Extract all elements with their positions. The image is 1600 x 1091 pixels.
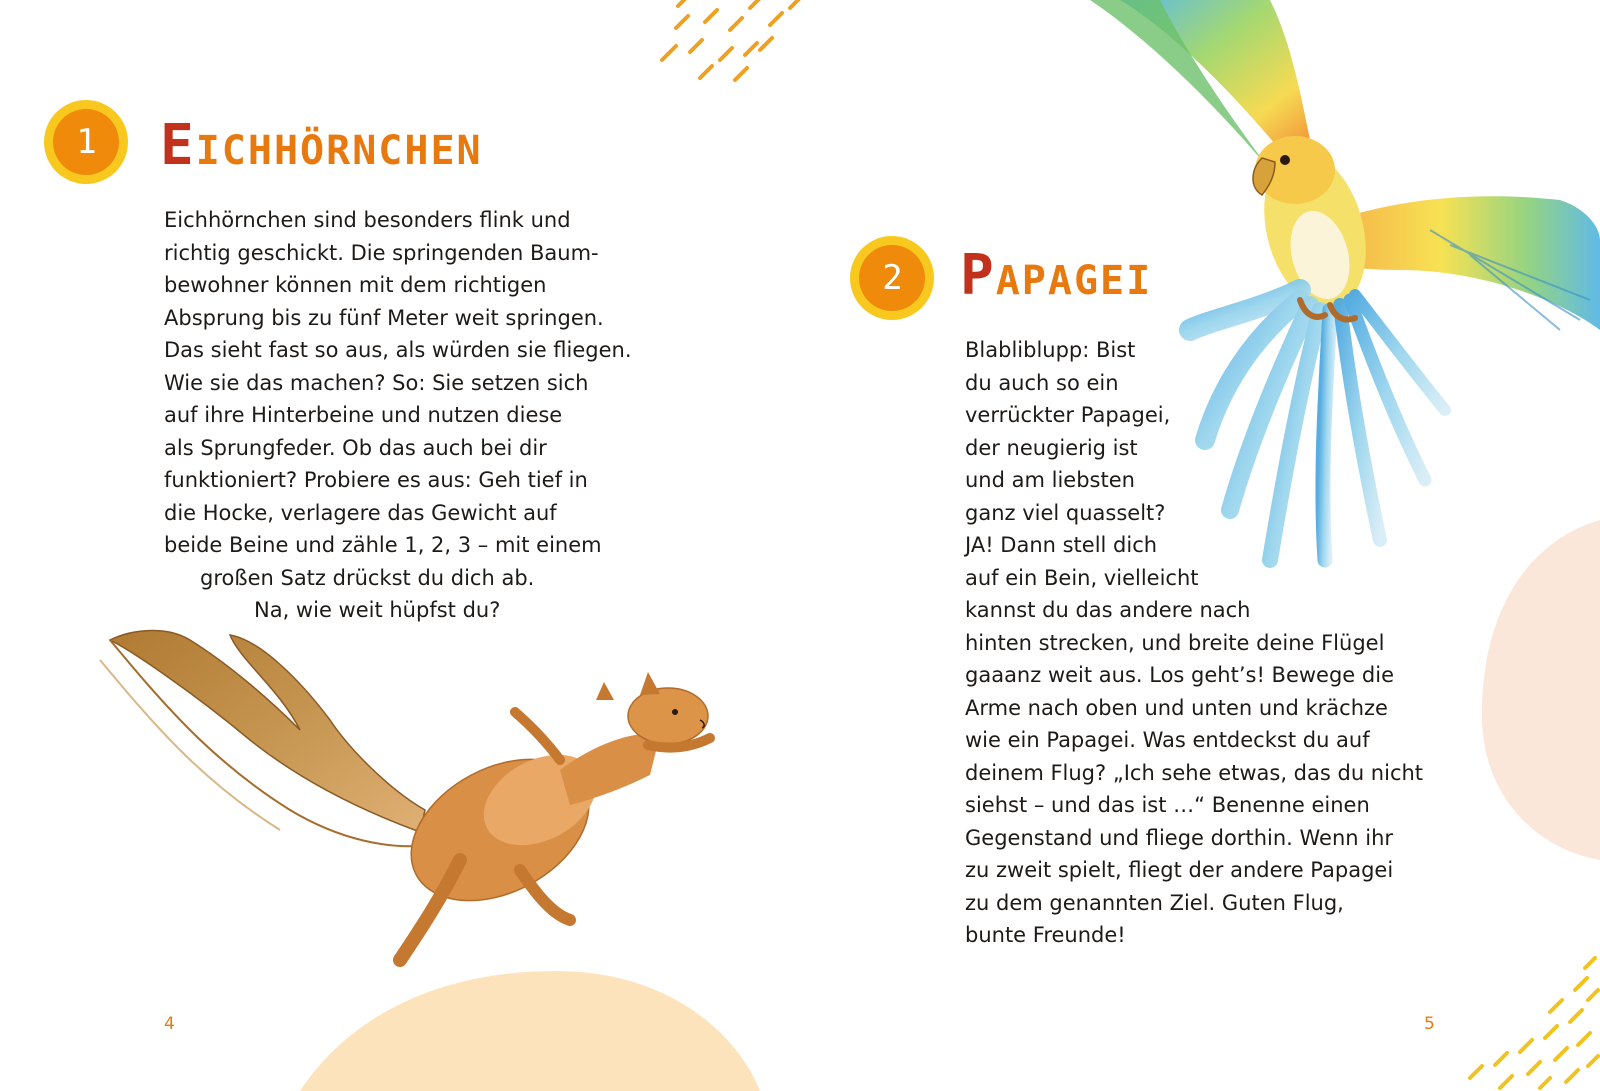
text-line: siehst – und das ist …“ Benenne einen	[965, 793, 1370, 817]
text-line: Das sieht fast so aus, als würden sie fliegen.	[164, 338, 632, 362]
title-initial: E	[160, 113, 196, 178]
body-text-left	[164, 204, 632, 627]
text-line: und am liebsten	[965, 468, 1135, 492]
text-line: Absprung bis zu fünf Meter weit springen.	[164, 305, 604, 330]
title-initial: P	[960, 243, 996, 308]
text-line: als Sprungfeder. Ob das auch bei dir	[164, 435, 547, 460]
text-line: hinten strecken, und breite deine Flügel	[965, 630, 1385, 655]
dash-pattern-top	[662, 0, 800, 80]
text-line: richtig geschickt. Die springenden Baum-	[164, 240, 599, 265]
dash-pattern-bottom	[1470, 958, 1598, 1088]
title-rest: ICHHÖRNCHEN	[195, 128, 483, 174]
page-number-left: 4	[164, 1014, 175, 1034]
text-line: der neugierig ist	[965, 435, 1138, 460]
text-line: zu zweit spielt, fliegt der andere Papagei	[965, 858, 1394, 882]
text-line: kannst du das andere nach	[965, 598, 1251, 622]
section-title-eichhoernchen	[160, 113, 483, 178]
text-line: auf ein Bein, vielleicht	[965, 565, 1199, 590]
text-line: funktioniert? Probiere es aus: Geh tief in	[164, 468, 588, 492]
text-line: großen Satz drückst du dich ab.	[200, 565, 535, 590]
section-badge-2	[848, 234, 936, 322]
squirrel-illustration	[100, 631, 710, 960]
text-line: die Hocke, verlagere das Gewicht auf	[164, 500, 557, 525]
text-line: wie ein Papagei. Was entdeckst du auf	[965, 728, 1370, 752]
text-line: zu dem genannten Ziel. Guten Flug,	[965, 890, 1344, 915]
text-line: deinem Flug? „Ich sehe etwas, das du nicht	[965, 760, 1424, 785]
text-line: bunte Freunde!	[965, 923, 1126, 947]
text-line: du auch so ein	[965, 370, 1119, 395]
section-badge-1	[42, 98, 130, 186]
text-line: Blabliblupp: Bist	[965, 338, 1136, 362]
text-line: Wie sie das machen? So: Sie setzen sich	[164, 370, 589, 395]
section-title-papagei	[960, 243, 1153, 308]
section-number: 1	[76, 122, 96, 162]
text-line: JA! Dann stell dich	[965, 533, 1158, 557]
text-line: Na, wie weit hüpfst du?	[254, 598, 501, 622]
text-line: verrückter Papagei,	[965, 403, 1171, 427]
text-line: Arme nach oben und unten und krächze	[965, 695, 1388, 720]
text-line: ganz viel quasselt?	[965, 500, 1166, 525]
title-rest: APAGEI	[995, 258, 1153, 304]
blob-left-bottom	[300, 971, 760, 1091]
page-number-right: 5	[1424, 1014, 1435, 1034]
text-line: beide Beine und zähle 1, 2, 3 – mit einem	[164, 533, 602, 557]
text-line: gaaanz weit aus. Los geht’s! Bewege die	[965, 663, 1394, 687]
text-line: bewohner können mit dem richtigen	[164, 273, 547, 297]
body-text-right	[965, 334, 1423, 952]
text-line: Gegenstand und fliege dorthin. Wenn ihr	[965, 825, 1394, 850]
text-line: Eichhörnchen sind besonders flink und	[164, 208, 571, 232]
text-line: auf ihre Hinterbeine und nutzen diese	[164, 403, 563, 427]
blob-right	[1482, 520, 1600, 860]
section-number: 2	[882, 258, 902, 298]
